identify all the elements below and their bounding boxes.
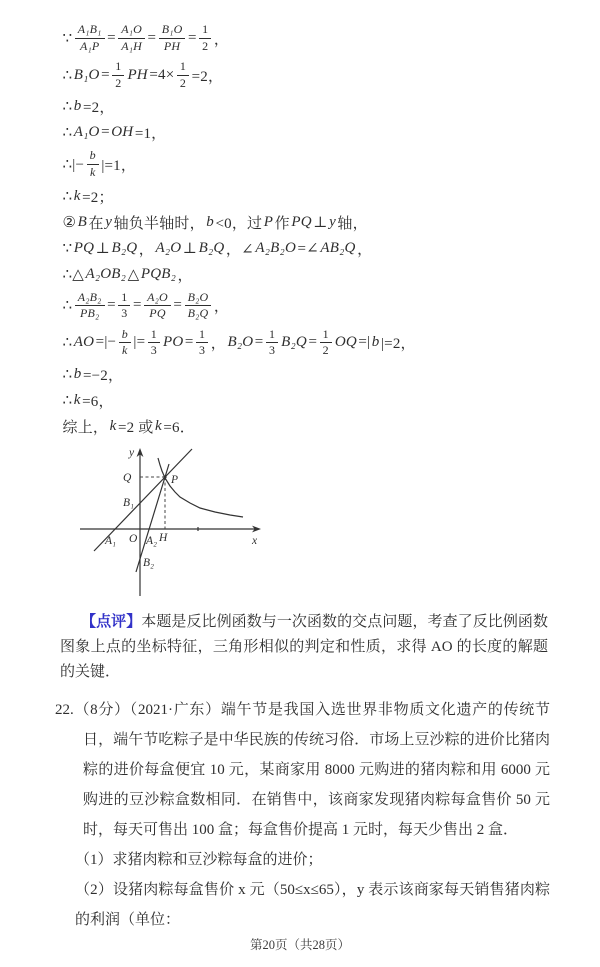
- solution-line: [62, 22, 600, 54]
- math-text: ，: [210, 336, 226, 353]
- math-variable: B: [77, 213, 88, 230]
- fraction: $\frac{1}{2}$: [320, 327, 332, 359]
- label-point-A1: A₁: [105, 534, 117, 547]
- math-text: =: [107, 29, 116, 46]
- problem-score: （8分）: [73, 701, 130, 718]
- label-point-H: H: [159, 531, 168, 544]
- solution-line: [62, 122, 600, 143]
- graph-canvas: [80, 444, 292, 604]
- remark-paragraph: [60, 610, 548, 685]
- page-footer: 第20页（共28页）: [249, 937, 350, 952]
- math-variable: y: [329, 213, 336, 230]
- math-text: =: [147, 29, 157, 46]
- label-x-axis: x: [252, 534, 258, 547]
- math-text: ∴△: [62, 266, 84, 283]
- math-text: 作: [274, 215, 290, 232]
- math-text: =2 或: [117, 419, 154, 436]
- function-graph: [80, 444, 292, 604]
- math-variable: b: [206, 213, 214, 230]
- math-text: ，: [357, 241, 373, 258]
- math-variable: AO: [73, 334, 95, 351]
- fraction: $\frac{\text{A₂O}}{PQ}$: [144, 290, 171, 322]
- fraction: $\frac{b}{k}$: [119, 327, 131, 359]
- math-text: |=2，: [380, 336, 416, 353]
- math-text: =4×: [149, 66, 175, 83]
- math-variable: b: [73, 365, 82, 382]
- problem-item-1: （1）求猪肉粽和豆沙粽每盒的进价；: [75, 851, 323, 868]
- math-text: =: [101, 124, 110, 141]
- fraction: $\frac{1}{3}$: [118, 290, 130, 322]
- math-text: 轴负半轴时，: [113, 215, 205, 232]
- math-variable: OQ: [334, 334, 357, 351]
- math-text: |=1，: [101, 157, 137, 174]
- math-variable: k: [154, 417, 162, 434]
- math-variable: AB₂Q: [320, 239, 356, 256]
- math-variable: k: [73, 187, 81, 204]
- math-text: ⊥: [95, 240, 110, 257]
- math-text: =|−: [95, 334, 117, 351]
- problem-source: （2021·广东）: [129, 701, 221, 718]
- fraction: $\frac{\text{A₁B₁}}{\text{A₁P}}$: [75, 22, 105, 54]
- fraction: $\frac{1}{2}$: [112, 59, 124, 91]
- math-variable: b: [371, 334, 380, 351]
- math-variable: B₂O: [227, 334, 254, 351]
- math-text: =2，: [191, 68, 224, 85]
- math-text: ，: [213, 299, 230, 316]
- solution-line: [62, 238, 600, 259]
- label-point-B1: B₁: [123, 496, 135, 509]
- math-variable: b: [73, 98, 82, 115]
- math-text: ，: [213, 31, 230, 48]
- solution-line: [62, 212, 600, 233]
- math-text: ∴: [62, 335, 73, 352]
- math-variable: PH: [127, 66, 148, 83]
- math-text: =: [308, 334, 318, 351]
- math-text: ，: [138, 241, 154, 258]
- fraction: $\frac{\text{A₂B₂}}{\text{PB₂}}$: [75, 290, 105, 322]
- math-variable: P: [263, 213, 274, 230]
- math-text: =∠: [297, 240, 319, 257]
- solution-line: [62, 416, 600, 437]
- math-variable: OH: [111, 124, 134, 141]
- math-text: ∴: [62, 298, 73, 315]
- math-text: =: [101, 66, 110, 83]
- math-text: |=: [133, 334, 146, 351]
- math-text: ∴: [62, 67, 73, 84]
- problem-number: 22.: [55, 701, 74, 718]
- math-text: ∴: [62, 366, 73, 383]
- math-text: ∴: [62, 188, 73, 205]
- math-text: ∵: [62, 30, 73, 47]
- math-text: ∴: [62, 99, 73, 116]
- line-through-B2-A2-P: [136, 464, 169, 572]
- math-text: ，: [177, 267, 193, 284]
- solution-line: [62, 186, 600, 207]
- axis-arrows: [137, 448, 261, 532]
- math-text: 在: [88, 215, 104, 232]
- label-point-P: P: [171, 473, 179, 486]
- math-text: =|: [358, 334, 371, 351]
- math-text: ，∠: [225, 241, 254, 258]
- math-text: ∴: [62, 392, 73, 409]
- math-text: =: [187, 29, 197, 46]
- solution-line: [62, 96, 600, 117]
- hyperbola-curve: [158, 458, 243, 517]
- math-variable: k: [109, 417, 117, 434]
- math-text: 综上，: [62, 419, 109, 436]
- solution-line: [62, 148, 600, 180]
- solution-steps: [0, 0, 600, 442]
- problem-22: [55, 695, 550, 935]
- math-text: =: [132, 297, 142, 314]
- math-text: =1，: [134, 126, 167, 143]
- math-variable: B₂Q: [198, 239, 225, 256]
- solution-line: [62, 327, 600, 359]
- math-variable: A₁O: [73, 124, 100, 141]
- label-point-B2: B₂: [143, 556, 155, 569]
- problem-item-2: （2）设猪肉粽每盒售价 x 元（50≤x≤65），y 表示该商家每天销售猪肉粽的利润（单位：: [75, 881, 550, 928]
- math-text: =: [107, 297, 116, 314]
- remark-label: 【点评】: [81, 613, 142, 630]
- fraction: $\frac{\text{A₁O}}{\text{A₁H}}$: [118, 22, 145, 54]
- math-text: ⊥: [313, 214, 328, 231]
- math-variable: A₂B₂O: [255, 239, 296, 256]
- math-variable: PQ: [291, 213, 312, 230]
- point-P-dot: [163, 475, 166, 478]
- math-text: =6．: [163, 419, 195, 436]
- math-text: =2，: [82, 100, 115, 117]
- solution-line: [62, 364, 600, 385]
- math-text: ⊥: [182, 240, 198, 257]
- math-text: =: [184, 334, 194, 351]
- math-text: <0，过: [215, 215, 263, 232]
- math-variable: PQB₂: [140, 265, 177, 282]
- problem-22-statement: [55, 695, 550, 845]
- label-y-axis: y: [129, 446, 135, 459]
- solution-line: [62, 290, 600, 322]
- fraction: $\frac{1}{3}$: [266, 327, 278, 359]
- math-text: 轴，: [337, 215, 368, 232]
- math-text: =: [254, 334, 264, 351]
- label-point-Q: Q: [123, 471, 132, 484]
- math-text: ∴|−: [62, 156, 85, 173]
- fraction: $\frac{1}{3}$: [196, 327, 208, 359]
- math-variable: PQ: [73, 239, 95, 256]
- math-text: △: [127, 266, 140, 283]
- math-text: ∴: [62, 125, 73, 142]
- remark-text: 本题是反比例函数与一次函数的交点问题，考查了反比例函数图象上点的坐标特征，三角形相似的判定和性质，求得 AO 的长度的解题的关键．: [60, 613, 548, 680]
- solution-line: [62, 264, 600, 285]
- solution-line: [62, 59, 600, 91]
- fraction: $\frac{1}{2}$: [199, 22, 211, 54]
- label-origin-O: O: [129, 532, 138, 545]
- math-variable: A₂O: [155, 239, 182, 256]
- math-text: ②: [62, 214, 77, 231]
- math-variable: B₂Q: [111, 239, 138, 256]
- math-variable: y: [105, 213, 113, 230]
- fraction: $\frac{\text{B₁O}}{PH}$: [159, 22, 186, 54]
- math-variable: B₂Q: [281, 334, 307, 351]
- math-variable: PO: [162, 334, 184, 351]
- solution-line: [62, 390, 600, 411]
- problem-text: 端午节是我国入选世界非物质文化遗产的传统节日，端午节吃粽子是中华民族的传统习俗．市场上豆沙粽的进价比猪肉粽的进价每盒便宜 10 元，某商家用 8000 元购进的猪肉粽和用 6000 元购进的豆沙粽盒数相同．在销售中，该商家发现猪肉粽每盒售价 50 元时，每天可售出 100 盒；每盒售价提高 1 元时，每天少售出 2 盒．: [83, 701, 550, 838]
- math-text: =2；: [82, 189, 114, 206]
- label-point-A2: A₂: [146, 534, 158, 547]
- math-variable: k: [73, 391, 81, 408]
- math-variable: A₂OB₂: [85, 265, 127, 282]
- math-text: =−2，: [82, 367, 124, 384]
- fraction: $\frac{b}{k}$: [87, 148, 99, 180]
- math-text: =: [173, 297, 183, 314]
- math-text: =6，: [82, 393, 114, 410]
- math-text: ∵: [62, 240, 73, 257]
- math-variable: B₁O: [73, 66, 100, 83]
- fraction: $\frac{\text{B₂O}}{\text{B₂Q}}$: [185, 290, 212, 322]
- fraction: $\frac{1}{2}$: [177, 59, 189, 91]
- fraction: $\frac{1}{3}$: [148, 327, 160, 359]
